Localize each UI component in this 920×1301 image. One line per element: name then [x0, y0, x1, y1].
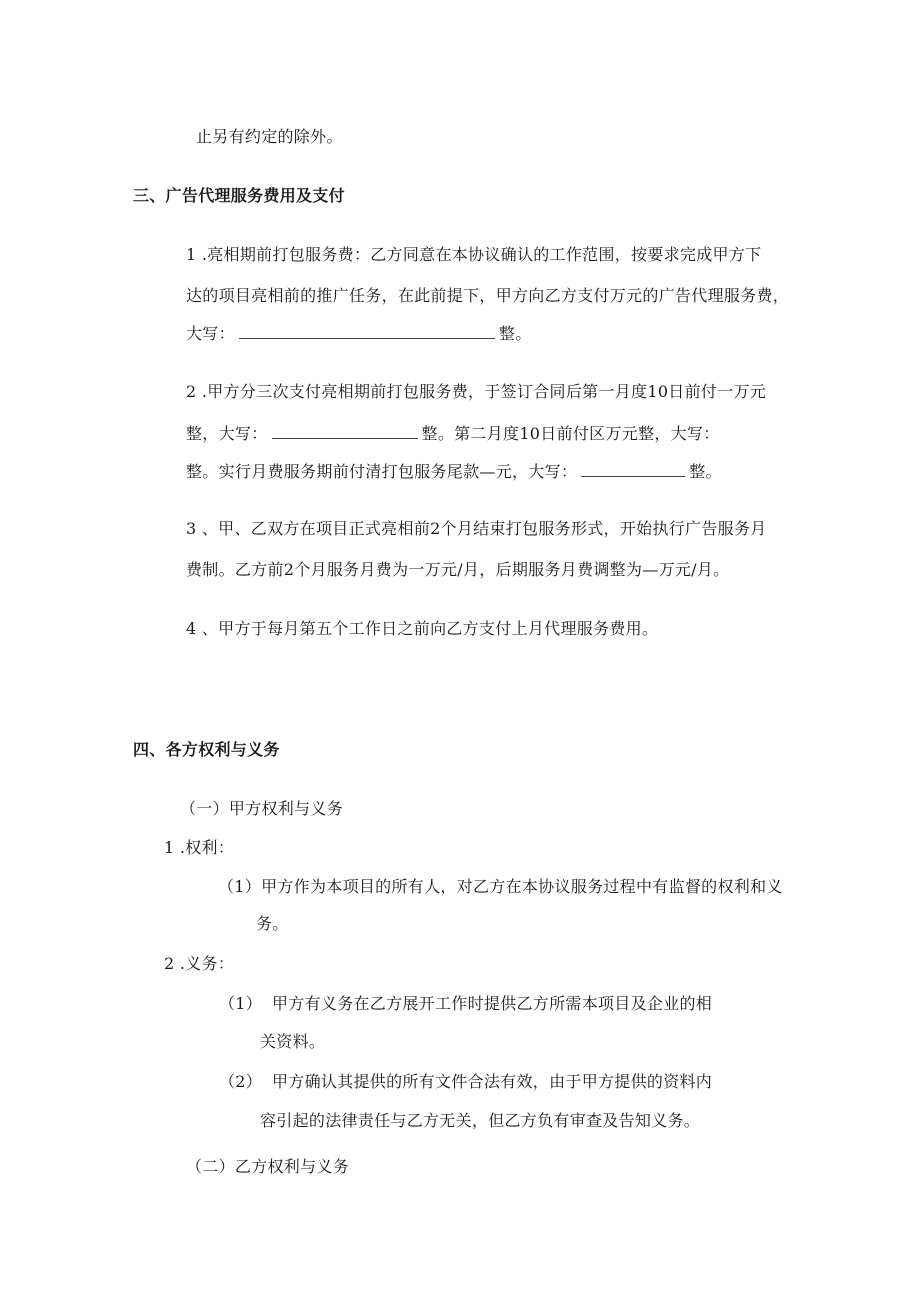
s4-sub2-title: （二）乙方权利与义务 — [186, 1157, 350, 1176]
s4-rights-p1-line2: 务。 — [256, 914, 289, 933]
s3-item1-line3 — [186, 322, 532, 344]
s3-item1-label-daxie: 大写： — [186, 324, 235, 343]
s3-item2-line3-suffix: 整。 — [689, 462, 722, 481]
s3-item2-line1: 2 .甲方分三次支付亮相期前打包服务费，于签订合同后第一月度10日前付一万元 — [186, 382, 767, 401]
s3-item2-line2-rest: 整。第二月度10日前付区万元整，大写： — [421, 424, 720, 443]
s3-item4-line1: 4 、甲方于每月第五个工作日之前向乙方支付上月代理服务费用。 — [186, 619, 659, 638]
s3-item1-line1: 1 .亮相期前打包服务费：乙方同意在本协议确认的工作范围，按要求完成甲方下 — [186, 245, 762, 264]
s3-item2-line3 — [186, 460, 722, 482]
fill-blank[interactable] — [581, 460, 685, 477]
s4-duties-p2-line2: 容引起的法律责任与乙方无关，但乙方负有审查及告知义务。 — [260, 1111, 701, 1130]
section-4-heading: 四、各方权利与义务 — [133, 740, 280, 759]
fill-blank[interactable] — [272, 422, 418, 439]
s3-item3-line1: 3 、甲、乙双方在项目正式亮相前2个月结束打包服务形式，开始执行广告服务月 — [186, 519, 767, 538]
s3-item2-label-daxie: 整，大写： — [186, 424, 268, 443]
s4-rights-label: 1 .权利： — [164, 838, 235, 857]
s3-item2-line2 — [186, 422, 720, 444]
s4-rights-p1-line1: （1）甲方作为本项目的所有人，对乙方在本协议服务过程中有监督的权利和义 — [218, 877, 783, 896]
fill-blank[interactable] — [239, 322, 495, 339]
s3-item3-line2: 费制。乙方前2个月服务月费为一万元/月，后期服务月费调整为—万元/月。 — [186, 560, 730, 579]
s4-duties-p1-line2: 关资料。 — [260, 1032, 326, 1051]
s4-duties-p2-num: （2） — [219, 1072, 263, 1091]
s3-item2-line3-text: 整。实行月费服务期前付清打包服务尾款—元，大写： — [186, 462, 578, 481]
s3-item1-suffix: 整。 — [498, 324, 532, 343]
s4-duties-p1-num: （1） — [219, 994, 263, 1013]
continuation-text: 止另有约定的除外。 — [196, 127, 343, 146]
s3-item1-line2: 达的项目亮相前的推广任务，在此前提下，甲方向乙方支付万元的广告代理服务费， — [186, 286, 790, 305]
s4-duties-label: 2 .义务： — [164, 954, 235, 973]
s4-duties-p1-line1: 甲方有义务在乙方展开工作时提供乙方所需本项目及企业的相 — [272, 994, 713, 1013]
s4-duties-p2-line1: 甲方确认其提供的所有文件合法有效，由于甲方提供的资料内 — [272, 1072, 713, 1091]
section-3-heading: 三、广告代理服务费用及支付 — [133, 186, 345, 205]
s4-sub1-title: （一）甲方权利与义务 — [180, 799, 344, 818]
